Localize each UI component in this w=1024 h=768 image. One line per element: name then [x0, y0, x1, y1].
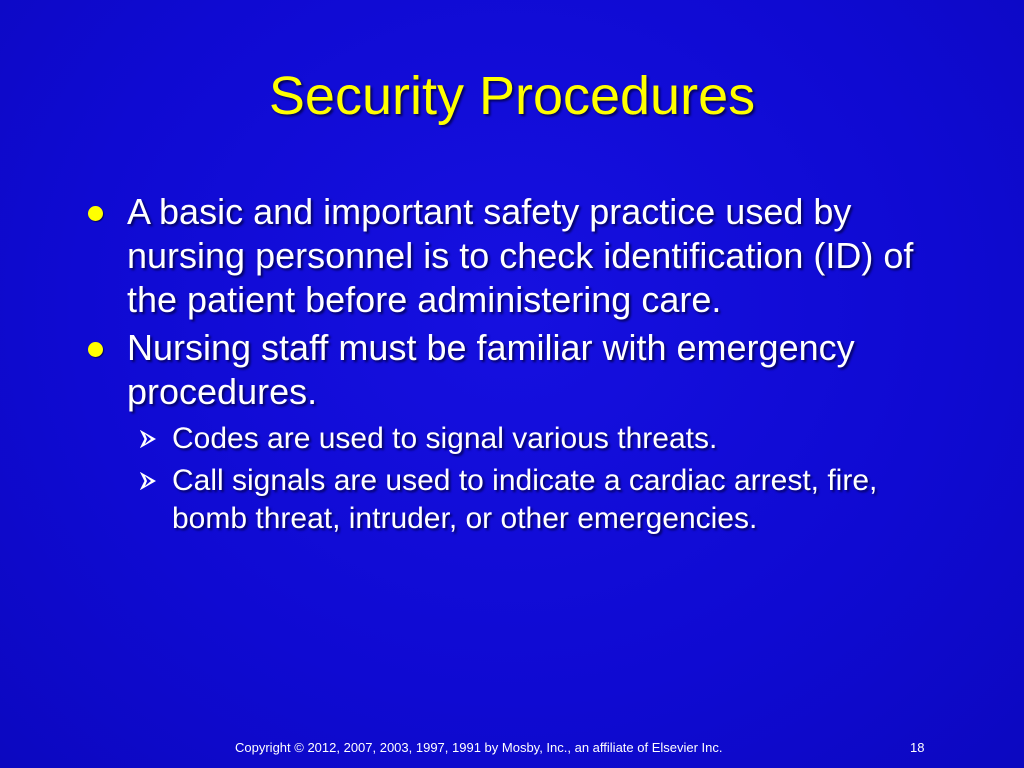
- subbullet-list: [127, 420, 956, 538]
- page-number: 18: [910, 740, 925, 755]
- subbullet-text: Codes are used to signal various threats.: [172, 422, 718, 455]
- bullet-list: [86, 190, 956, 542]
- subbullet-item: [127, 420, 956, 458]
- bullet-text: Nursing staff must be familiar with emergency procedures.: [127, 327, 855, 412]
- bullet-text: A basic and important safety practice used by nursing personnel is to check identification (ID) of the patient before administering care.: [127, 191, 914, 320]
- bullet-item: [86, 326, 956, 538]
- copyright-text: Copyright © 2012, 2007, 2003, 1997, 1991 by Mosby, Inc., an affiliate of Elsevier Inc.: [235, 740, 723, 755]
- subbullet-item: [127, 462, 956, 538]
- subbullet-text: Call signals are used to indicate a cardiac arrest, fire, bomb threat, intruder, or other emergencies.: [172, 464, 878, 535]
- bullet-dot-icon: [88, 206, 103, 221]
- arrowhead-right-icon: [139, 430, 157, 448]
- slide-title: Security Procedures: [268, 66, 756, 126]
- arrowhead-right-icon: [139, 472, 157, 490]
- bullet-dot-icon: [88, 342, 103, 357]
- bullet-item: [86, 190, 956, 322]
